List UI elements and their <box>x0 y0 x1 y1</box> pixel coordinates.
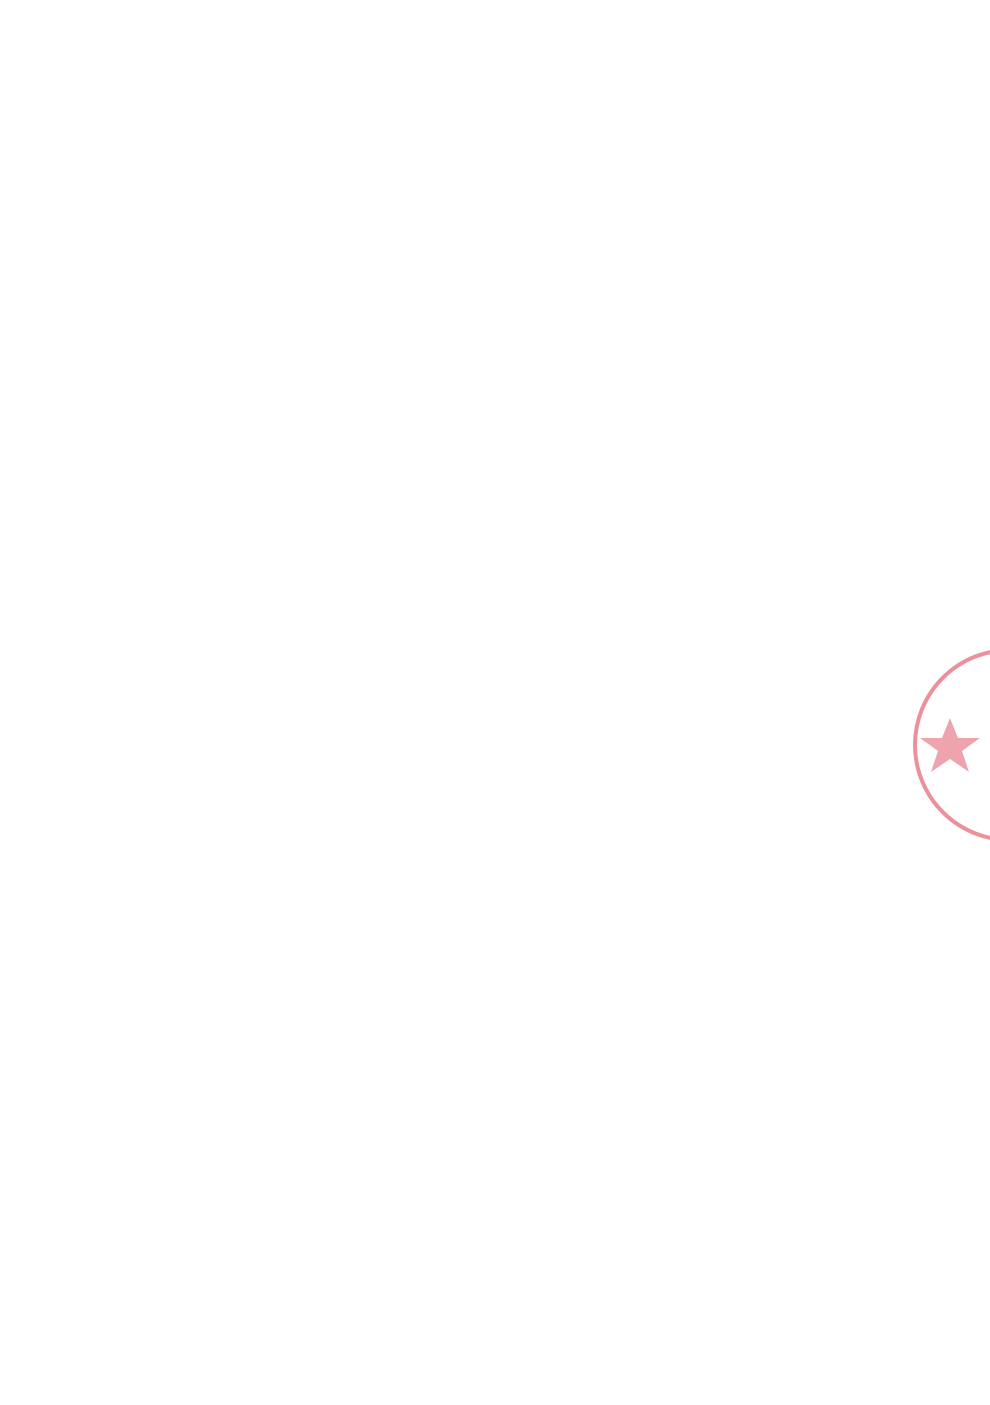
red-seal-stamp-icon <box>910 630 990 860</box>
